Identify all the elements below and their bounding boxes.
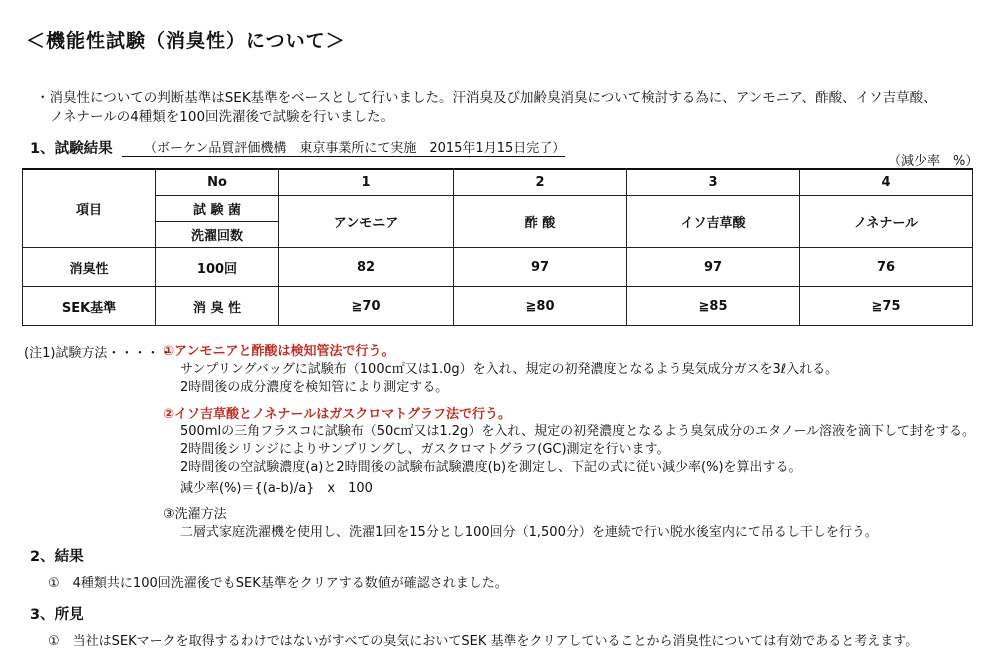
method-2-line-1: 500mlの三角フラスコに試験布（50c㎡又は1.2g）を入れ、規定の初発濃度となるよう臭気成分のエタノール溶液を滴下して封をする。 [180,424,976,439]
substance-3: イソ吉草酸 [627,196,800,248]
col-no-3: 3 [627,169,800,196]
col-no-4: 4 [800,169,973,196]
sek-value-3: ≧85 [627,287,800,326]
intro-line-2: ノネナールの4種類を100回洗濯後で試験を行いました。 [50,109,395,125]
row-deodor-label: 消臭性 [23,248,156,287]
method-3-title: ③洗濯方法 [163,507,227,522]
deodor-value-2: 97 [454,248,627,287]
notes-lead: (注1)試験方法・・・・・ [24,346,173,361]
substance-4: ノネナール [800,196,973,248]
row-sek-sub: 消 臭 性 [156,287,279,326]
sek-value-4: ≧75 [800,287,973,326]
deodor-value-3: 97 [627,248,800,287]
section-3-heading: 3、所見 [30,607,84,623]
intro-line-1: ・消臭性についての判断基準はSEK基準をベースとして行いました。汗消臭及び加齢臭消臭について検討する為に、アンモニア、酢酸、イソ吉草酸、 [36,90,937,106]
deodor-value-1: 82 [279,248,454,287]
substance-2: 酢 酸 [454,196,627,248]
section-3-item: ① 当社はSEKマークを取得するわけではないがすべての臭気においてSEK 基準をクリアしていることから消臭性については有効であると考えます。 [48,634,919,649]
section-2-heading: 2、結果 [30,549,84,565]
method-1-line-1: サンプリングバッグに試験布（100c㎡又は1.0g）を入れ、規定の初発濃度となるよう臭気成分ガスを3ℓ入れる。 [180,362,839,377]
header-wash-count: 洗濯回数 [156,222,279,248]
header-item: 項目 [23,169,156,248]
col-no-1: 1 [279,169,454,196]
section-2-item: ① 4種類共に100回洗濯後でもSEK基準をクリアする数値が確認されました。 [48,576,508,591]
results-table [22,168,973,326]
col-no-2: 2 [454,169,627,196]
method-2-title: ②イソ吉草酸とノネナールはガスクロマトグラフ法で行う。 [163,407,511,422]
method-2-line-3: 2時間後の空試験濃度(a)と2時間後の試験布試験濃度(b)を測定し、下記の式に従い減少率(%)を算出する。 [180,460,802,475]
section-1-heading: 1、試験結果 [30,141,113,157]
row-deodor-wash: 100回 [156,248,279,287]
sek-value-1: ≧70 [279,287,454,326]
method-1-title: ①アンモニアと酢酸は検知管法で行う。 [163,344,395,359]
header-bacteria: 試 験 菌 [156,196,279,222]
section-1-note: （ボーケン品質評価機構 東京事業所にて実施 2015年1月15日完了） [122,137,565,157]
substance-1: アンモニア [279,196,454,248]
method-2-line-2: 2時間後シリンジによりサンプリングし、ガスクロマトグラフ(GC)測定を行います。 [180,442,670,457]
deodor-value-4: 76 [800,248,973,287]
header-no: No [156,169,279,196]
method-2-formula: 減少率(%)＝{(a-b)/a} x 100 [180,481,373,496]
unit-label: （減少率 %） [888,154,979,169]
method-3-line-1: 二層式家庭洗濯機を使用し、洗濯1回を15分とし100回分（1,500分）を連続で行い脱水後室内にて吊るし干しを行う。 [180,525,878,540]
row-sek-label: SEK基準 [23,287,156,326]
method-1-line-2: 2時間後の成分濃度を検知管により測定する。 [180,380,449,395]
sek-value-2: ≧80 [454,287,627,326]
page-title: ＜機能性試験（消臭性）について＞ [26,30,346,52]
